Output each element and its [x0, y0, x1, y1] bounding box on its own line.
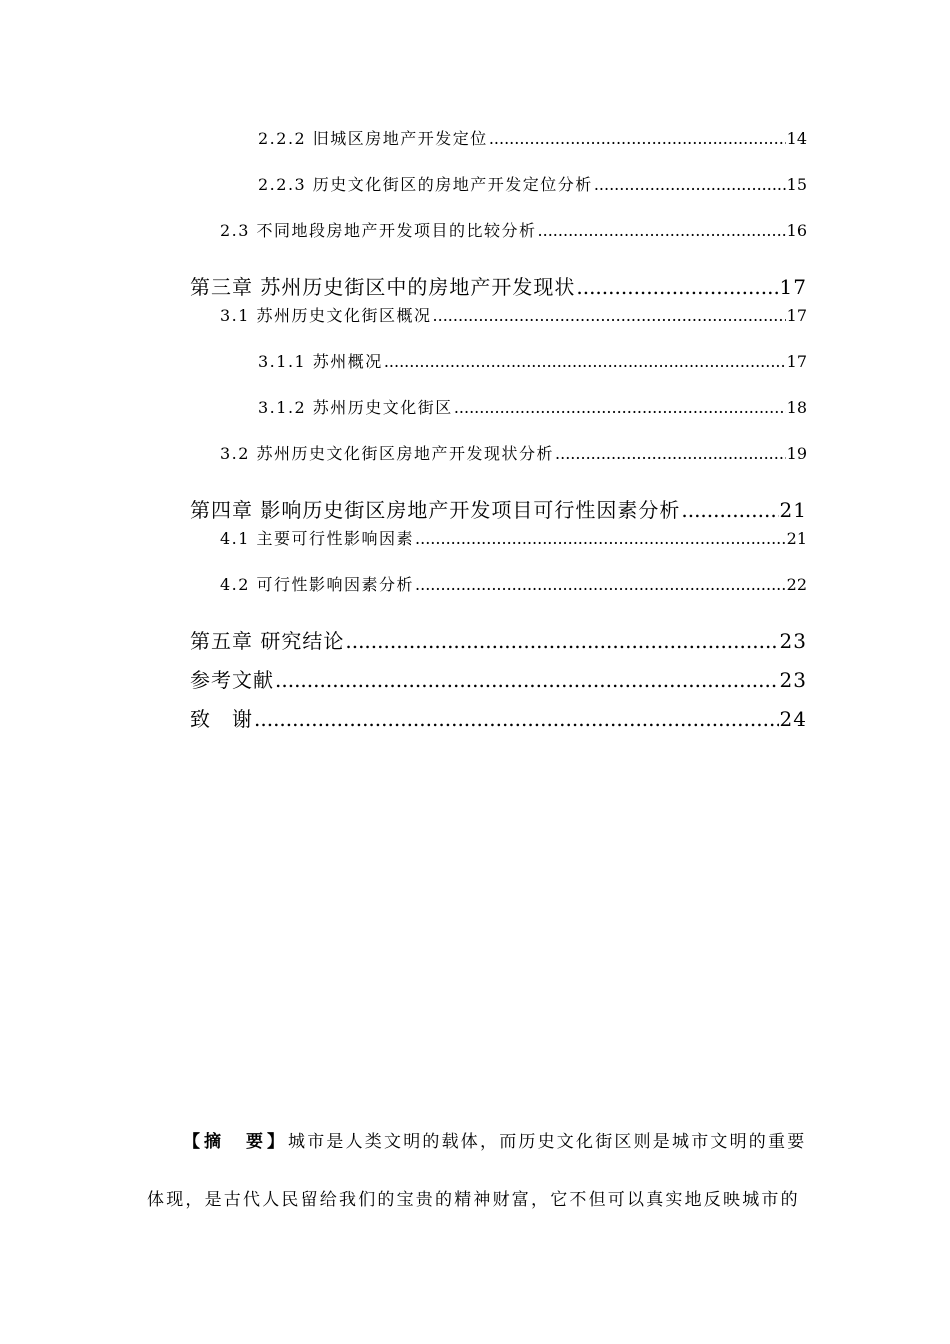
abstract-text: 城市是人类文明的载体，而历史文化街区则是城市文明的重要体现，是古代人民留给我们的宝贵的精神财富，它不但可以真实地反映城市的: [147, 1132, 807, 1210]
toc-entry-label: 2.3 不同地段房地产开发项目的比较分析: [220, 221, 537, 240]
toc-entry-chapter-3[interactable]: [190, 271, 807, 299]
toc-entry-page: 24: [779, 707, 807, 731]
toc-entry-page: 19: [786, 444, 807, 463]
toc-entry-label: 3.1.2 苏州历史文化街区: [258, 398, 453, 417]
toc-entry-page: 21: [779, 498, 807, 522]
toc-entry-2-2-3[interactable]: [258, 172, 807, 194]
toc-entry-page: 21: [786, 529, 807, 548]
toc-entry-label: 3.1 苏州历史文化街区概况: [220, 306, 432, 325]
toc-dot-leader: [576, 275, 778, 299]
toc-entry-2-3[interactable]: [220, 218, 807, 240]
toc-entry-label: 第三章 苏州历史街区中的房地产开发现状: [190, 275, 576, 299]
toc-entry-label: 3.2 苏州历史文化街区房地产开发现状分析: [220, 444, 555, 463]
abstract-paragraph: [147, 1113, 807, 1229]
abstract-section: [147, 1113, 807, 1229]
toc-entry-page: 17: [786, 306, 807, 325]
toc-entry-page: 23: [779, 629, 807, 653]
toc-entry-page: 23: [779, 668, 807, 692]
toc-dot-leader: [454, 398, 786, 417]
toc-entry-label: 第五章 研究结论: [190, 629, 345, 653]
toc-entry-4-2[interactable]: [220, 572, 807, 594]
toc-dot-leader: [254, 707, 779, 731]
toc-entry-2-2-2[interactable]: [258, 126, 807, 148]
toc-entry-page: 16: [786, 221, 807, 240]
toc-entry-chapter-4[interactable]: [190, 494, 807, 522]
toc-entry-label: 第四章 影响历史街区房地产开发项目可行性因素分析: [190, 498, 681, 522]
toc-entry-page: 14: [786, 129, 807, 148]
toc-entry-label: 2.2.2 旧城区房地产开发定位: [258, 129, 488, 148]
toc-dot-leader: [489, 129, 786, 148]
toc-entry-3-2[interactable]: [220, 441, 807, 463]
toc-dot-leader: [345, 629, 778, 653]
toc-entry-acknowledgements[interactable]: [190, 703, 807, 731]
abstract-keyword: 【摘 要】: [183, 1132, 288, 1152]
toc-entry-page: 17: [779, 275, 807, 299]
toc-entry-3-1-2[interactable]: [258, 395, 807, 417]
toc-dot-leader: [594, 175, 786, 194]
toc-dot-leader: [555, 444, 786, 463]
toc-dot-leader: [384, 352, 786, 371]
toc-entry-3-1-1[interactable]: [258, 349, 807, 371]
toc-entry-label: 4.1 主要可行性影响因素: [220, 529, 415, 548]
toc-dot-leader: [538, 221, 786, 240]
toc-entry-3-1[interactable]: [220, 303, 807, 325]
toc-entry-label: 3.1.1 苏州概况: [258, 352, 383, 371]
toc-entry-references[interactable]: [190, 664, 807, 692]
toc-entry-label: 2.2.3 历史文化街区的房地产开发定位分析: [258, 175, 593, 194]
toc-entry-page: 18: [786, 398, 807, 417]
toc-entry-label: 参考文献: [190, 668, 274, 692]
toc-dot-leader: [415, 575, 786, 594]
toc-entry-page: 22: [786, 575, 807, 594]
toc-dot-leader: [415, 529, 786, 548]
toc-entry-label: 致 谢: [190, 707, 253, 731]
toc-entry-page: 15: [786, 175, 807, 194]
toc-dot-leader: [681, 498, 778, 522]
toc-dot-leader: [433, 306, 786, 325]
toc-entry-chapter-5[interactable]: [190, 625, 807, 653]
toc-entry-label: 4.2 可行性影响因素分析: [220, 575, 415, 594]
toc-entry-4-1[interactable]: [220, 526, 807, 548]
toc-dot-leader: [275, 668, 779, 692]
toc-entry-page: 17: [786, 352, 807, 371]
